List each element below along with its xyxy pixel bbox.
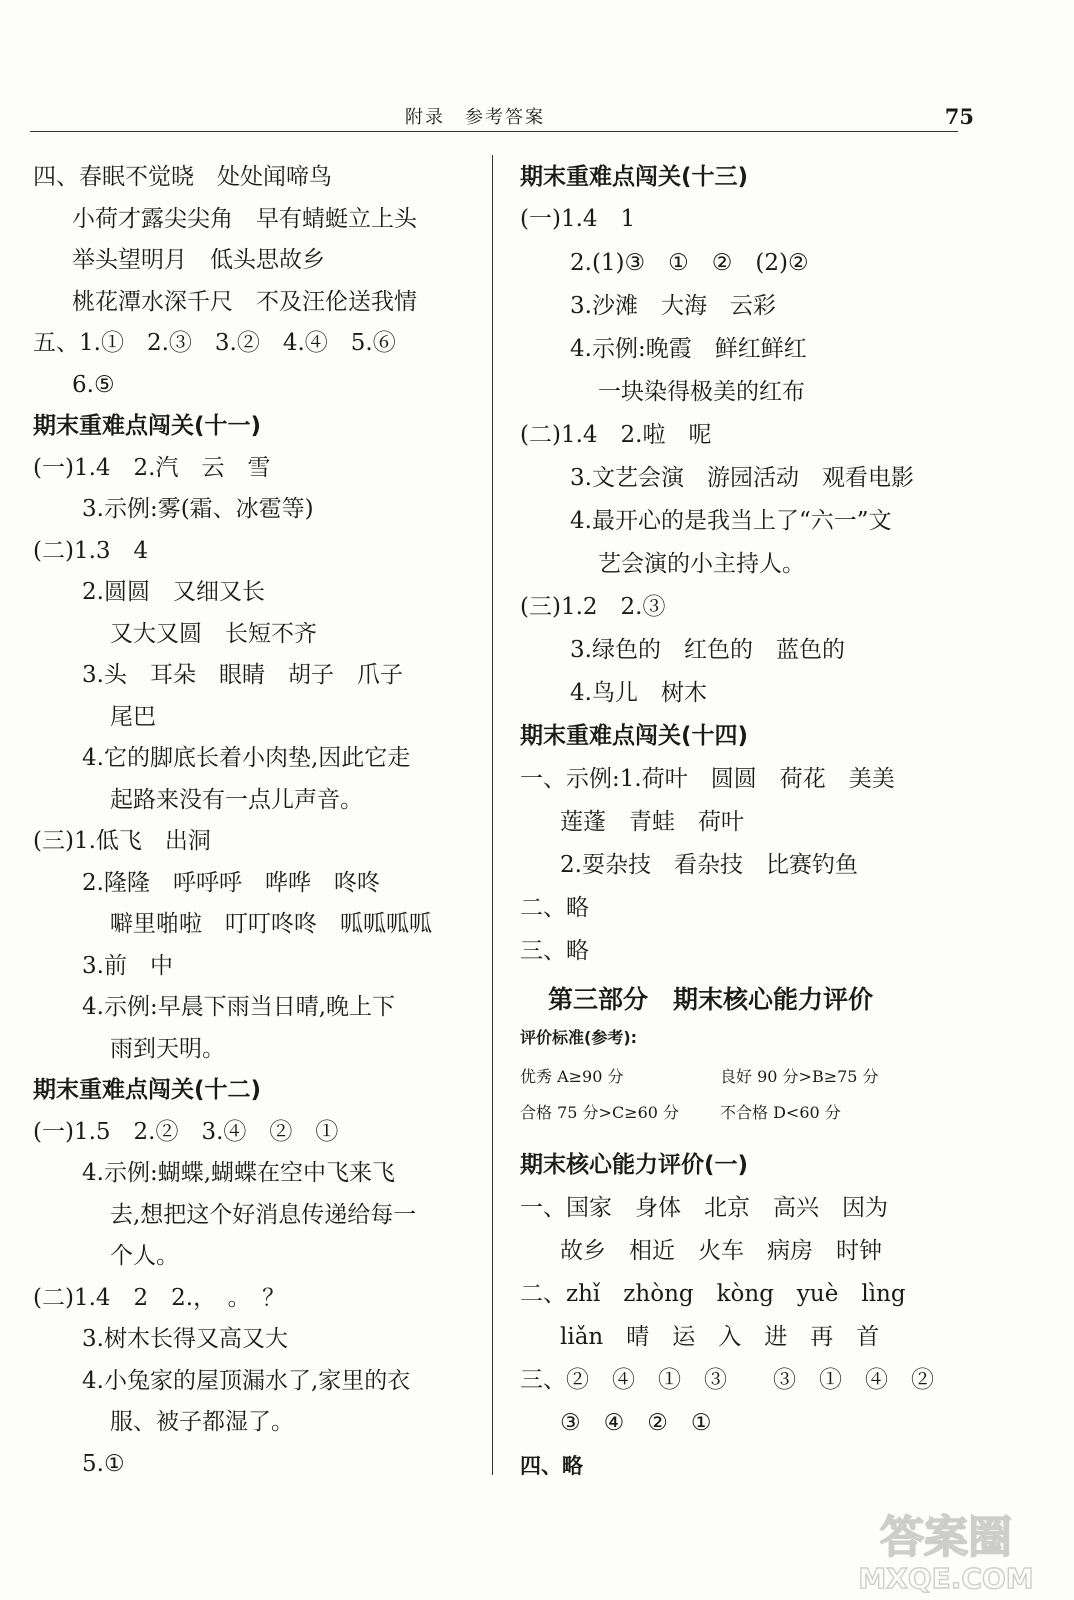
answer-line: (三)1.2 2.③	[520, 594, 666, 620]
answer-line: ③ ④ ② ①	[560, 1410, 712, 1436]
criteria-item: 不合格 D<60 分	[720, 1103, 841, 1122]
section-heading: 期末重难点闯关(十二)	[33, 1077, 262, 1103]
part-heading: 第三部分 期末核心能力评价	[548, 985, 874, 1014]
criteria-item: 合格 75 分>C≥60 分	[520, 1103, 680, 1122]
answer-line: 2.隆隆 呼呼呼 哗哗 咚咚	[82, 870, 380, 896]
answer-line: 去,想把这个好消息传递给每一	[110, 1202, 417, 1228]
answer-line: 2.耍杂技 看杂技 比赛钓鱼	[560, 852, 858, 878]
answer-line: 一、国家 身体 北京 高兴 因为	[520, 1195, 888, 1221]
answer-line: 4.它的脚底长着小肉垫,因此它走	[82, 745, 411, 771]
answer-line: 起路来没有一点儿声音。	[110, 787, 363, 813]
answer-line: 桃花潭水深千尺 不及汪伦送我情	[72, 289, 417, 315]
section-heading: 期末重难点闯关(十四)	[520, 723, 749, 749]
answer-line: 3.树木长得又高又大	[82, 1326, 288, 1352]
answer-line: 4.鸟儿 树木	[570, 680, 707, 706]
answer-line: 4.示例:晚霞 鲜红鲜红	[570, 336, 807, 362]
running-header: 附录 参考答案	[405, 107, 545, 128]
answer-line: 3.文艺会演 游园活动 观看电影	[570, 465, 914, 491]
answer-line: 二、zhǐ zhòng kòng yuè lìng	[520, 1281, 906, 1307]
answer-line: 一、示例:1.荷叶 圆圆 荷花 美美	[520, 766, 895, 792]
answer-line: 四、略	[520, 1454, 583, 1478]
answer-line: 三、② ④ ① ③ ③ ① ④ ②	[520, 1367, 934, 1393]
answer-line: (二)1.4 2.啦 呢	[520, 422, 712, 448]
answer-line: 3.沙滩 大海 云彩	[570, 293, 776, 319]
answer-line: 又大又圆 长短不齐	[110, 621, 317, 647]
answer-line: 故乡 相近 火车 病房 时钟	[560, 1238, 882, 1264]
answer-line: (一)1.5 2.② 3.④ ② ①	[33, 1119, 339, 1145]
answer-line: (一)1.4 2.汽 云 雪	[33, 455, 271, 481]
answer-line: 2.圆圆 又细又长	[82, 579, 265, 605]
answer-line: 四、春眠不觉晓 处处闻啼鸟	[33, 164, 332, 190]
criteria-item: 良好 90 分>B≥75 分	[720, 1067, 879, 1086]
answer-line: 莲蓬 青蛙 荷叶	[560, 809, 744, 835]
answer-line: 5.①	[82, 1451, 125, 1477]
answer-line: 4.最开心的是我当上了“六一”文	[570, 508, 892, 534]
answer-line: 服、被子都湿了。	[110, 1409, 294, 1435]
answer-line: 一块染得极美的红布	[598, 379, 805, 405]
column-divider	[492, 155, 493, 1475]
section-heading: 期末重难点闯关(十一)	[33, 413, 262, 439]
answer-line: 3.示例:雾(霜、冰雹等)	[82, 496, 314, 522]
page-number: 75	[944, 104, 974, 129]
answer-line: 3.前 中	[82, 953, 173, 979]
answer-line: (二)1.3 4	[33, 538, 149, 564]
answer-line: 4.小兔家的屋顶漏水了,家里的衣	[82, 1368, 411, 1394]
answer-line: 2.(1)③ ① ② (2)②	[570, 250, 809, 276]
answer-line: 五、1.① 2.③ 3.② 4.④ 5.⑥	[33, 330, 396, 356]
answer-line: 3.绿色的 红色的 蓝色的	[570, 637, 845, 663]
answer-line: 艺会演的小主持人。	[598, 551, 805, 577]
answer-line: 二、略	[520, 895, 589, 921]
answer-line: (一)1.4 1	[520, 206, 636, 232]
criteria-item: 优秀 A≥90 分	[520, 1067, 624, 1086]
watermark-en: MXQE.COM	[858, 1562, 1034, 1595]
header-rule	[30, 131, 958, 132]
watermark-logo	[846, 1500, 1046, 1596]
watermark-cn: 答案圈	[880, 1512, 1012, 1563]
answer-line: (二)1.4 2 2.， 。 ？	[33, 1285, 286, 1311]
answer-line: 尾巴	[110, 704, 156, 730]
answer-line: 4.示例:蝴蝶,蝴蝶在空中飞来飞	[82, 1160, 396, 1186]
answer-line: 三、略	[520, 938, 589, 964]
answer-line: 举头望明月 低头思故乡	[72, 247, 325, 273]
answer-line: 6.⑤	[72, 372, 115, 398]
answer-line: 3.头 耳朵 眼睛 胡子 爪子	[82, 662, 403, 688]
answer-line: 小荷才露尖尖角 早有蜻蜓立上头	[72, 206, 417, 232]
answer-line: 个人。	[110, 1243, 179, 1269]
section-heading: 期末核心能力评价(一)	[520, 1152, 749, 1178]
section-heading: 期末重难点闯关(十三)	[520, 164, 749, 190]
answer-line: 4.示例:早晨下雨当日晴,晚上下	[82, 994, 396, 1020]
answer-line: 噼里啪啦 叮叮咚咚 呱呱呱呱	[110, 911, 432, 937]
answer-line: liǎn 晴 运 入 进 再 首	[560, 1324, 880, 1350]
answer-line: 雨到天明。	[110, 1036, 225, 1062]
answer-line: (三)1.低飞 出洞	[33, 828, 211, 854]
criteria-title: 评价标准(参考):	[520, 1028, 638, 1047]
